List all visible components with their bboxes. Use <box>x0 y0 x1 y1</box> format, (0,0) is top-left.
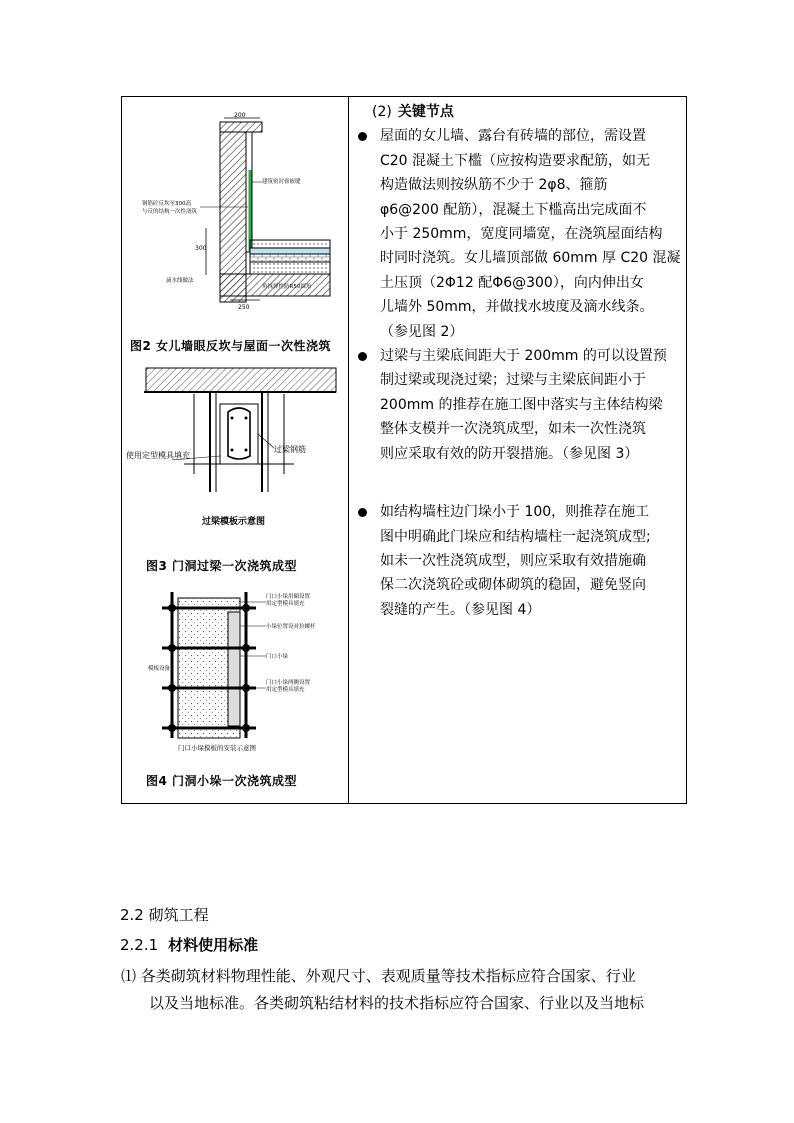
fig3-bottom-label: 过梁模板示意图 <box>202 517 266 527</box>
bullet-dot-icon <box>358 508 367 517</box>
bullet-line: 屋面的女儿墙、露台有砖墙的部位，需设置 <box>380 128 646 145</box>
fig2-dim-height: 300 <box>195 245 207 252</box>
bullet-line: 如结构墙柱边门垛小于 100，则推荐在施工 <box>380 504 650 521</box>
paragraph-line: ⑴ 各类砌筑材料物理性能、外观尺寸、表观质量等技术指标应符合国家、行业 <box>121 967 636 985</box>
bullet-line: 200mm 的推荐在施工图中落实与主体结构梁 <box>380 396 663 413</box>
bullet-dot-icon <box>358 132 367 141</box>
figure-3-caption: 图3 门洞过梁一次浇筑成型 <box>146 559 298 573</box>
fig4-ann-2: 小垛位置设对拉螺杆 <box>266 624 316 630</box>
paragraph-line: 以及当地标准。各类砌筑粘结材料的技术指标应符合国家、行业以及当地标 <box>149 994 645 1012</box>
bullet-line: 构造做法则按纵筋不少于 2φ8、箍筋 <box>380 177 608 194</box>
bullet-line: 小于 250mm，宽度同墙宽，在浇筑屋面结构 <box>380 226 663 243</box>
bullet-line: 裂缝的产生。（参见图 4） <box>380 601 541 618</box>
bullet-parapet-ref: （参见图 2） <box>380 323 464 340</box>
key-nodes-column <box>356 100 682 622</box>
fig2-dim-top: 200 <box>234 112 246 119</box>
bullet-lintel <box>356 344 682 466</box>
figure-2-caption: 图2 女儿墙眼反坎与屋面一次性浇筑 <box>130 339 332 353</box>
fig2-ann-corner: 角抹弹性防R50圆角 <box>262 284 312 290</box>
fig2-ann-rebar-2: 与反的结构一次性浇筑 <box>142 209 198 215</box>
heading-number: (2) <box>372 104 392 120</box>
fig4-ann-1a: 门口小垛用圈设置 <box>266 594 311 600</box>
bullet-line: 土压顶（2Φ12 配Φ6@300），向内伸出女 <box>380 274 644 291</box>
fig3-ann-left: 使用定型模具填充 <box>126 451 190 460</box>
subsection-title <box>120 934 258 955</box>
subsection-number: 2.2.1 <box>120 936 159 954</box>
fig4-ann-1b: 用定型模具填充 <box>266 601 305 607</box>
bullet-line: 儿墙外 50mm，并做找水坡度及滴水线条。 <box>380 299 654 316</box>
bullet-line: 保二次浇筑砼或砌体砌筑的稳固，避免竖向 <box>380 577 646 594</box>
fig4-ann-4a: 门口小垛两侧设置 <box>266 680 311 686</box>
fig2-ann-rebar-1: 钢筋砼反坎至300高 <box>142 201 191 207</box>
section-title: 2.2 砌筑工程 <box>120 906 209 924</box>
fig4-ann-left: 模板设备 <box>148 666 171 672</box>
fig3-ann-right: 过梁钢筋 <box>274 445 306 454</box>
figure-4-door-pier-drawing <box>148 588 348 756</box>
bullet-line: 制过梁或现浇过梁；过梁与主梁底间距小于 <box>380 372 646 389</box>
heading-text: 关键节点 <box>397 104 454 120</box>
bullet-parapet <box>356 124 682 319</box>
fig4-bottom-label: 门口小垛模板的安装示意图 <box>178 744 256 752</box>
fig2-ann-drip: 滴水线做法 <box>166 278 194 284</box>
bullet-door-pier <box>356 500 682 622</box>
key-nodes-heading <box>356 100 682 124</box>
figure-3-lintel-drawing <box>124 364 346 540</box>
bullet-line: φ6@200 配筋），混凝土下槛高出完成面不 <box>380 201 647 218</box>
bullet-line: 整体支模并一次浇筑成型，如未一次性浇筑 <box>380 421 646 438</box>
bullet-line: 图中明确此门垛应和结构墙柱一起浇筑成型; <box>380 528 651 545</box>
subsection-text: 材料使用标准 <box>168 936 259 954</box>
materials-paragraph <box>121 963 691 1017</box>
figure-2-parapet-drawing <box>140 110 350 315</box>
bullet-line: 时同时浇筑。女儿墙顶部做 60mm 厚 C20 混凝 <box>380 250 681 267</box>
figure-4-caption: 图4 门洞小垛一次浇筑成型 <box>146 774 298 788</box>
fig2-ann-waterproof: 建筑密封膏嵌缝 <box>262 179 301 185</box>
fig2-dim-width: 250 <box>238 304 250 311</box>
fig4-ann-4b: 用定型模具填充 <box>266 687 305 693</box>
bullet-line: C20 混凝土下槛（应按构造要求配筋，如无 <box>380 152 651 169</box>
fig4-ann-3: 门口小垛 <box>266 654 289 660</box>
bullet-line: 如未一次性浇筑成型，则应采取有效措施确 <box>380 552 646 569</box>
bullet-dot-icon <box>358 352 367 361</box>
bullet-line: 则应采取有效的防开裂措施。（参见图 3） <box>380 445 639 462</box>
bullet-line: 过梁与主梁底间距大于 200mm 的可以设置预 <box>380 348 667 365</box>
